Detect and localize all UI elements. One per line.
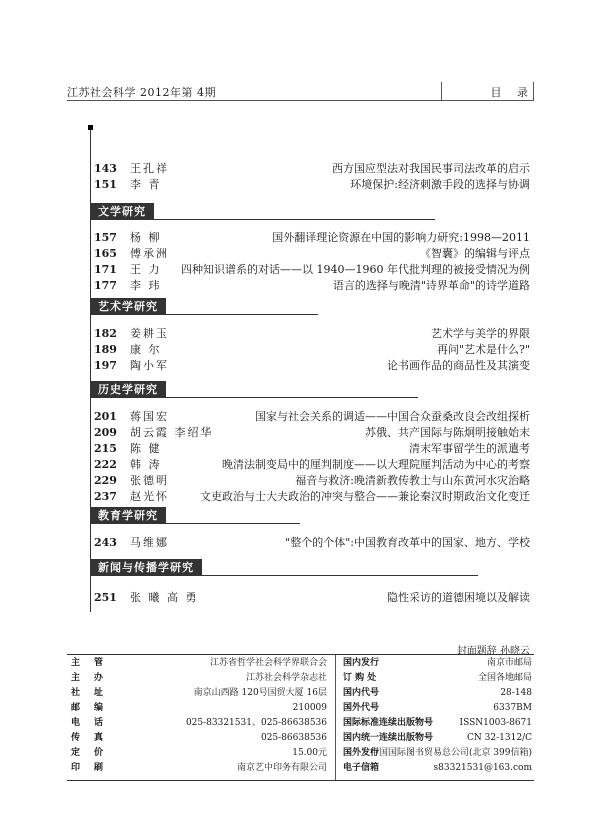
pub-key: 主办	[71, 673, 118, 683]
toc-entry[interactable]	[90, 590, 530, 606]
entry-author: 张德明	[130, 474, 169, 487]
pub-value: 6337BM	[493, 703, 532, 713]
entry-title: 论书画作品的商品性及其演变	[387, 359, 530, 372]
entry-author: 李 玮	[130, 279, 162, 292]
entry-page: 243	[94, 536, 117, 549]
toc-entry[interactable]	[90, 246, 530, 262]
entry-page: 222	[94, 458, 117, 471]
entry-title: "整个的个体":中国教育改革中的国家、地方、学校	[285, 536, 530, 549]
toc-entry[interactable]	[90, 535, 530, 551]
entry-title: 文吏政治与士大夫政治的冲突与整合——兼论秦汉时期政治文化变迁	[200, 490, 530, 503]
entry-title: 苏俄、共产国际与陈炯明接触始末	[365, 426, 530, 439]
toc-entry[interactable]	[90, 342, 530, 358]
entry-author: 傅承洲	[130, 247, 169, 260]
pub-key: 社址	[71, 688, 118, 698]
entry-author: 康 尔	[130, 343, 162, 356]
entry-author: 姜耕玉	[130, 327, 169, 340]
pub-info-row	[67, 688, 534, 700]
entry-author: 王 力	[130, 263, 162, 276]
pub-info-row	[67, 733, 534, 745]
entry-author: 马维娜	[130, 536, 169, 549]
section-rule	[90, 397, 418, 398]
pub-value: 28-148	[500, 688, 532, 698]
pub-key: 国际标准连续出版物号	[343, 718, 434, 728]
pub-key: 国内代号	[343, 688, 380, 698]
pub-value: 南京市邮局	[486, 658, 532, 668]
entry-page: 165	[94, 247, 117, 260]
entry-author: 赵光怀	[130, 490, 169, 503]
toc-entry[interactable]	[90, 278, 530, 294]
pub-key: 国内统一连续出版物号	[343, 733, 434, 743]
entry-author: 陈 健	[130, 442, 162, 455]
entry-page: 151	[94, 178, 117, 191]
pub-key: 电话	[71, 718, 118, 728]
pub-key: 印刷	[71, 763, 118, 773]
section-rule	[90, 575, 478, 576]
entry-author: 李 青	[130, 178, 162, 191]
entry-author: 胡云霞 李绍华	[130, 426, 214, 439]
pub-value: s83321531@163.com	[433, 763, 532, 773]
entry-title: 环境保护:经济刺激手段的选择与协调	[350, 178, 530, 191]
pub-key: 国外代号	[343, 703, 380, 713]
header-rule	[67, 100, 534, 101]
entry-title: 四种知识谱系的对话——以 1940—1960 年代批判理的被接受情况为例	[181, 263, 530, 276]
pub-key: 电子信箱	[343, 763, 380, 773]
section-label: 文学研究	[90, 203, 154, 220]
entry-title: 再问"艺术是什么?"	[436, 343, 530, 356]
entry-title: 福音与救济:晚清新教传教士与山东黄河水灾治略	[295, 474, 530, 487]
entry-author: 蒋国宏	[130, 410, 169, 423]
cover-credit: 封面题辞 孙晓云	[456, 646, 530, 657]
header-right-tick-inner	[441, 82, 442, 100]
pub-info-row	[67, 673, 534, 685]
pub-key: 订 购 处	[343, 673, 377, 683]
pub-value: 江苏省哲学社会科学界联合会	[209, 658, 327, 668]
entry-title: 隐性采访的道德困境以及解读	[387, 591, 530, 604]
section-rule	[90, 219, 435, 220]
entry-title: 国家与社会关系的调适——中国合众蚕桑改良会改组探析	[255, 410, 530, 423]
toc-entry[interactable]	[90, 230, 530, 246]
entry-page: 197	[94, 359, 117, 372]
toc-entry[interactable]	[90, 161, 530, 177]
entry-page: 171	[94, 263, 117, 276]
entry-page: 177	[94, 279, 117, 292]
journal-header: 江苏社会科学 2012年第 4期	[67, 86, 216, 99]
pub-value: 025-86638536	[260, 733, 327, 743]
entry-title: 国外翻译理论资源在中国的影响力研究:1998—2011	[272, 231, 530, 244]
pub-info-row	[67, 748, 534, 760]
pub-key: 主管	[71, 658, 118, 668]
pub-value: 中国国际图书贸易总公司(北京 399信箱)	[369, 748, 532, 758]
entry-title: 语言的选择与晚清"诗界革命"的诗学道路	[332, 279, 530, 292]
pub-key: 国内发行	[343, 658, 380, 668]
pub-value: 江苏社会科学杂志社	[245, 673, 327, 683]
toc-entry[interactable]	[90, 425, 530, 441]
entry-author: 杨 柳	[130, 231, 162, 244]
section-rule	[90, 314, 318, 315]
entry-author: 张 曦 高 勇	[130, 591, 199, 604]
toc-entry[interactable]	[90, 473, 530, 489]
toc-entry[interactable]	[90, 326, 530, 342]
toc-entry[interactable]	[90, 262, 530, 278]
section-label: 艺术学研究	[90, 298, 166, 315]
publication-info-table	[67, 654, 534, 781]
pub-key: 传真	[71, 733, 118, 743]
pub-info-row	[67, 763, 534, 775]
entry-author: 王孔祥	[130, 162, 169, 175]
pub-key: 国外发行	[343, 748, 380, 758]
entry-page: 209	[94, 426, 117, 439]
section-label: 历史学研究	[90, 381, 166, 398]
entry-page: 229	[94, 474, 117, 487]
pub-value: 025-83321531、025-86638536	[185, 718, 327, 728]
contents-label: 目 录	[490, 86, 534, 99]
pub-value: 全国各地邮局	[477, 673, 532, 683]
entry-title: 晚清法制变局中的厘判制度——以大理院厘判活动为中心的考察	[222, 458, 530, 471]
pub-value: 210009	[292, 703, 327, 713]
pub-info-row	[67, 658, 534, 670]
entry-page: 237	[94, 490, 117, 503]
pub-value: ISSN1003-8671	[459, 718, 532, 728]
pub-value: 南京艺中印务有限公司	[236, 763, 327, 773]
entry-title: 艺术学与美学的界限	[431, 327, 530, 340]
entry-title: 西方国应型法对我国民事司法改革的启示	[332, 162, 530, 175]
pub-info-row	[67, 718, 534, 730]
header-right-tick	[533, 82, 534, 100]
toc-entry[interactable]	[90, 177, 530, 193]
pub-info-row	[67, 703, 534, 715]
entry-author: 陶小军	[130, 359, 169, 372]
toc-entry[interactable]	[90, 489, 530, 505]
entry-title: 《智囊》的编辑与评点	[420, 247, 530, 260]
section-rule	[90, 523, 300, 524]
entry-page: 201	[94, 410, 117, 423]
toc-entry[interactable]	[90, 441, 530, 457]
entry-page: 215	[94, 442, 117, 455]
section-label: 教育学研究	[90, 507, 166, 524]
pub-key: 邮编	[71, 703, 118, 713]
entry-page: 182	[94, 327, 117, 340]
section-label: 新闻与传播学研究	[90, 559, 202, 576]
entry-page: 143	[94, 162, 117, 175]
entry-author: 韩 涛	[130, 458, 162, 471]
toc-entry[interactable]	[90, 358, 530, 374]
pub-value: CN 32-1312/C	[467, 733, 532, 743]
pub-value: 15.00元	[292, 748, 327, 758]
toc-entry[interactable]	[90, 409, 530, 425]
entry-page: 251	[94, 591, 117, 604]
entry-page: 189	[94, 343, 117, 356]
entry-title: 清末军事留学生的派遣考	[409, 442, 530, 455]
entry-page: 157	[94, 231, 117, 244]
pub-key: 定价	[71, 748, 118, 758]
pub-value: 南京山西路 120号国贸大厦 16层	[193, 688, 327, 698]
toc-entry[interactable]	[90, 457, 530, 473]
